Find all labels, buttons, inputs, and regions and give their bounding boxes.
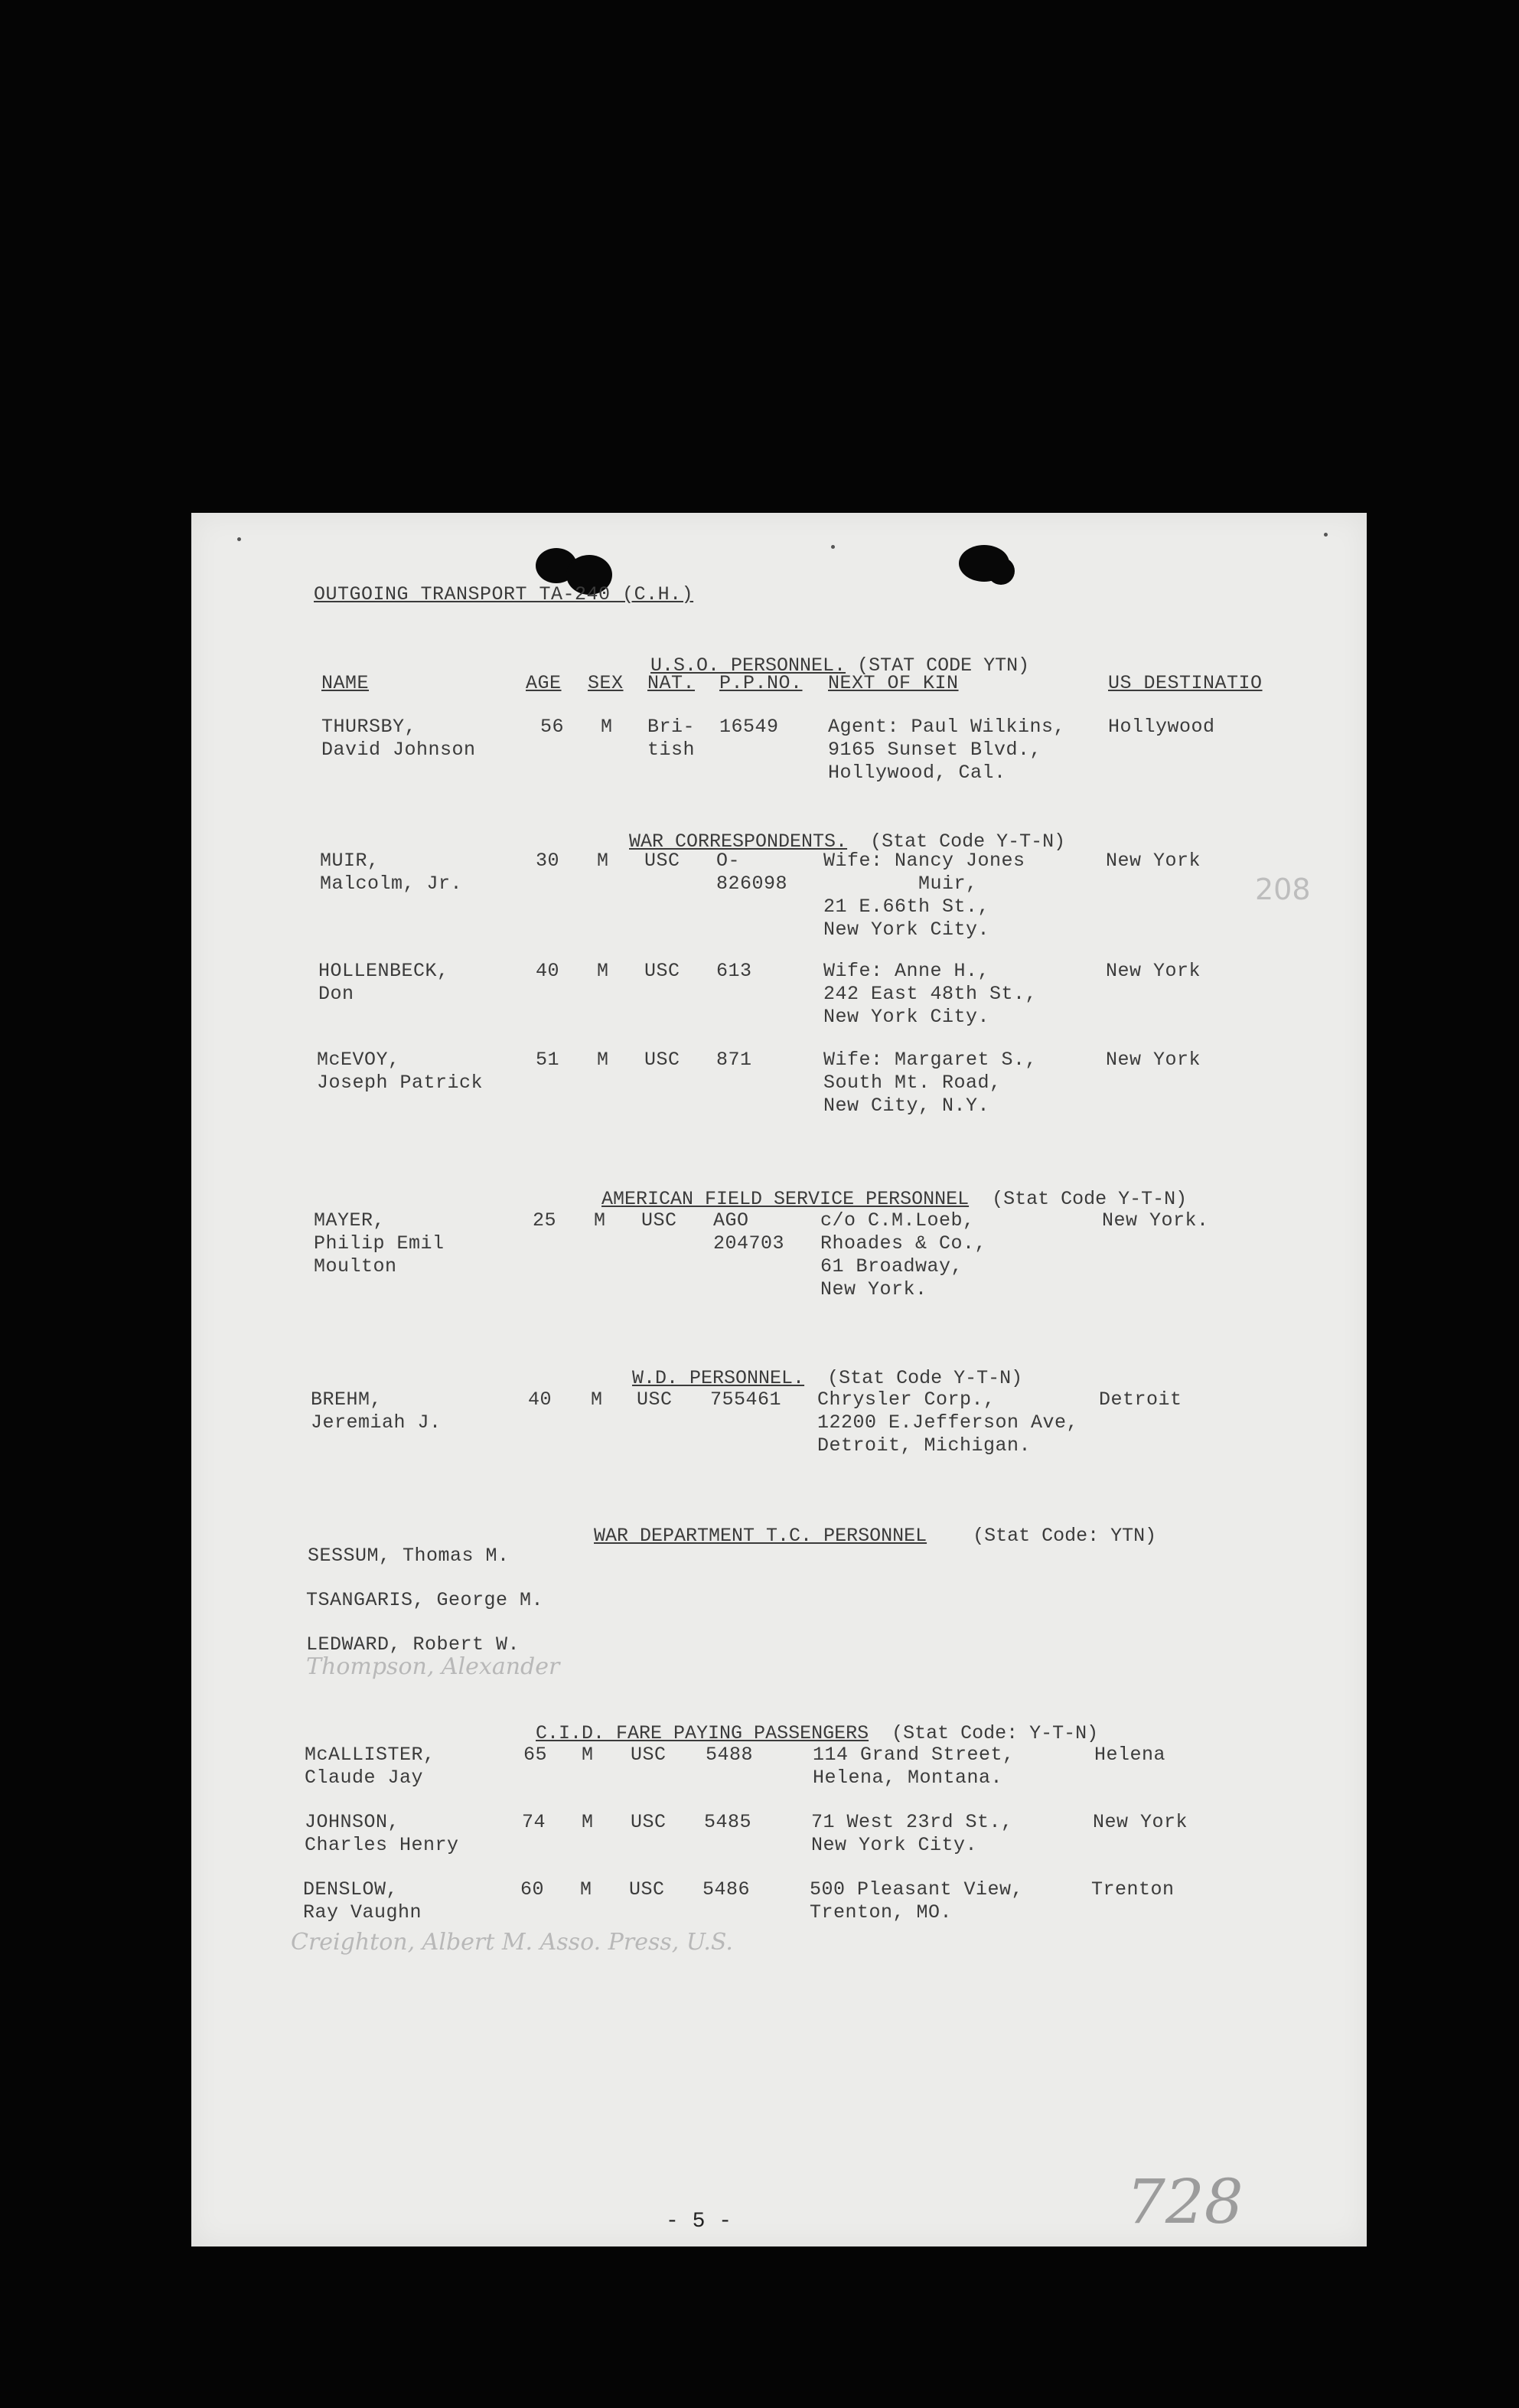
row-pp: 613 <box>716 960 752 982</box>
speck <box>237 537 241 541</box>
row-pp: 755461 <box>710 1388 782 1411</box>
row-dest: Trenton <box>1091 1878 1175 1901</box>
row-nat: USC <box>641 1209 677 1232</box>
ink-blot <box>987 557 1015 585</box>
section-title-uso: U.S.O. PERSONNEL. (STAT CODE YTN) <box>650 654 1030 677</box>
row-pp: 5485 <box>704 1811 752 1833</box>
section-title-wd: W.D. PERSONNEL. (Stat Code Y-T-N) <box>632 1367 1023 1389</box>
section-title-cid: C.I.D. FARE PAYING PASSENGERS (Stat Code: Y-T-N) <box>536 1722 1099 1744</box>
row-dest: New York <box>1106 960 1201 982</box>
row-kin: Agent: Paul Wilkins, 9165 Sunset Blvd., Hollywood, Cal. <box>828 716 1066 784</box>
row-age: 30 <box>536 850 560 872</box>
row-kin: Wife: Margaret S., South Mt. Road, New City, N.Y. <box>823 1049 1038 1117</box>
row-sex: M <box>597 960 609 982</box>
col-header-kin: NEXT OF KIN <box>828 672 959 694</box>
row-sex: M <box>597 850 609 872</box>
row-pp: O- 826098 <box>716 850 788 895</box>
row-name: MUIR, Malcolm, Jr. <box>320 850 463 895</box>
row-dest: New York. <box>1102 1209 1209 1232</box>
section-title-afs: AMERICAN FIELD SERVICE PERSONNEL (Stat Code Y-T-N) <box>601 1188 1188 1210</box>
speck <box>1324 533 1328 537</box>
row-dest: New York <box>1106 1049 1201 1071</box>
row-sex: M <box>582 1744 594 1766</box>
col-header-name: NAME <box>321 672 370 694</box>
row-nat: USC <box>644 850 680 872</box>
document-page <box>191 513 1367 2246</box>
row-kin: 500 Pleasant View, Trenton, MO. <box>810 1878 1024 1923</box>
row-nat: USC <box>631 1811 667 1833</box>
row-nat: USC <box>631 1744 667 1766</box>
row-age: 51 <box>536 1049 560 1071</box>
list-item: TSANGARIS, George M. <box>306 1589 544 1611</box>
row-kin: Wife: Anne H., 242 East 48th St., New York City. <box>823 960 1038 1028</box>
col-header-age: AGE <box>526 672 562 694</box>
row-name: DENSLOW, Ray Vaughn <box>303 1878 422 1923</box>
row-nat: Bri- tish <box>647 716 696 761</box>
row-age: 56 <box>540 716 565 738</box>
row-age: 40 <box>536 960 560 982</box>
row-dest: Hollywood <box>1108 716 1215 738</box>
col-header-nat: NAT. <box>647 672 696 694</box>
row-age: 40 <box>528 1388 553 1411</box>
row-nat: USC <box>629 1878 665 1901</box>
row-kin: 71 West 23rd St., New York City. <box>811 1811 1013 1856</box>
col-header-sex: SEX <box>588 672 624 694</box>
col-header-pp: P.P.NO. <box>719 672 803 694</box>
row-age: 65 <box>523 1744 548 1766</box>
row-kin: Wife: Nancy Jones Muir, 21 E.66th St., New York City. <box>823 850 1025 941</box>
row-kin: Chrysler Corp., 12200 E.Jefferson Ave, Detroit, Michigan. <box>817 1388 1079 1457</box>
row-sex: M <box>594 1209 606 1232</box>
section-title-war-correspondents: WAR CORRESPONDENTS. (Stat Code Y-T-N) <box>629 830 1066 853</box>
row-dest: Detroit <box>1099 1388 1182 1411</box>
row-sex: M <box>591 1388 603 1411</box>
row-pp: 16549 <box>719 716 779 738</box>
row-sex: M <box>582 1811 594 1833</box>
row-nat: USC <box>644 1049 680 1071</box>
row-sex: M <box>580 1878 592 1901</box>
col-header-dest: US DESTINATIO <box>1108 672 1263 694</box>
row-name: McALLISTER, Claude Jay <box>305 1744 435 1789</box>
row-sex: M <box>601 716 613 738</box>
row-name: THURSBY, David Johnson <box>321 716 476 761</box>
row-name: BREHM, Jeremiah J. <box>311 1388 442 1434</box>
document-header: OUTGOING TRANSPORT TA-240 (C.H.) <box>314 583 694 605</box>
row-name: MAYER, Philip Emil Moulton <box>314 1209 445 1277</box>
handwritten-note: Creighton, Albert M. Asso. Press, U.S. <box>291 1929 733 1956</box>
section-title-war-dept-tc: WAR DEPARTMENT T.C. PERSONNEL (Stat Code: YTN) <box>594 1525 1157 1547</box>
row-name: McEVOY, Joseph Patrick <box>317 1049 484 1094</box>
row-nat: USC <box>644 960 680 982</box>
row-age: 25 <box>533 1209 557 1232</box>
row-pp: 871 <box>716 1049 752 1071</box>
row-kin: c/o C.M.Loeb, Rhoades & Co., 61 Broadway, New York. <box>820 1209 987 1300</box>
handwritten-note: Thompson, Alexander <box>306 1653 560 1680</box>
row-sex: M <box>597 1049 609 1071</box>
row-age: 74 <box>522 1811 546 1833</box>
page-number: - 5 - <box>666 2210 732 2233</box>
row-pp: 5488 <box>706 1744 754 1766</box>
list-item: SESSUM, Thomas M. <box>308 1545 510 1567</box>
row-nat: USC <box>637 1388 673 1411</box>
row-age: 60 <box>520 1878 545 1901</box>
page-stamp: 208 <box>1255 873 1311 906</box>
row-name: JOHNSON, Charles Henry <box>305 1811 459 1856</box>
row-dest: Helena <box>1094 1744 1166 1766</box>
row-pp: AGO 204703 <box>713 1209 785 1255</box>
row-dest: New York <box>1106 850 1201 872</box>
speck <box>831 545 835 549</box>
row-kin: 114 Grand Street, Helena, Montana. <box>813 1744 1015 1789</box>
row-name: HOLLENBECK, Don <box>318 960 449 1005</box>
row-dest: New York <box>1093 1811 1188 1833</box>
list-item: LEDWARD, Robert W. <box>306 1633 520 1656</box>
row-pp: 5486 <box>702 1878 751 1901</box>
handwritten-page-number: 728 <box>1126 2166 1244 2237</box>
